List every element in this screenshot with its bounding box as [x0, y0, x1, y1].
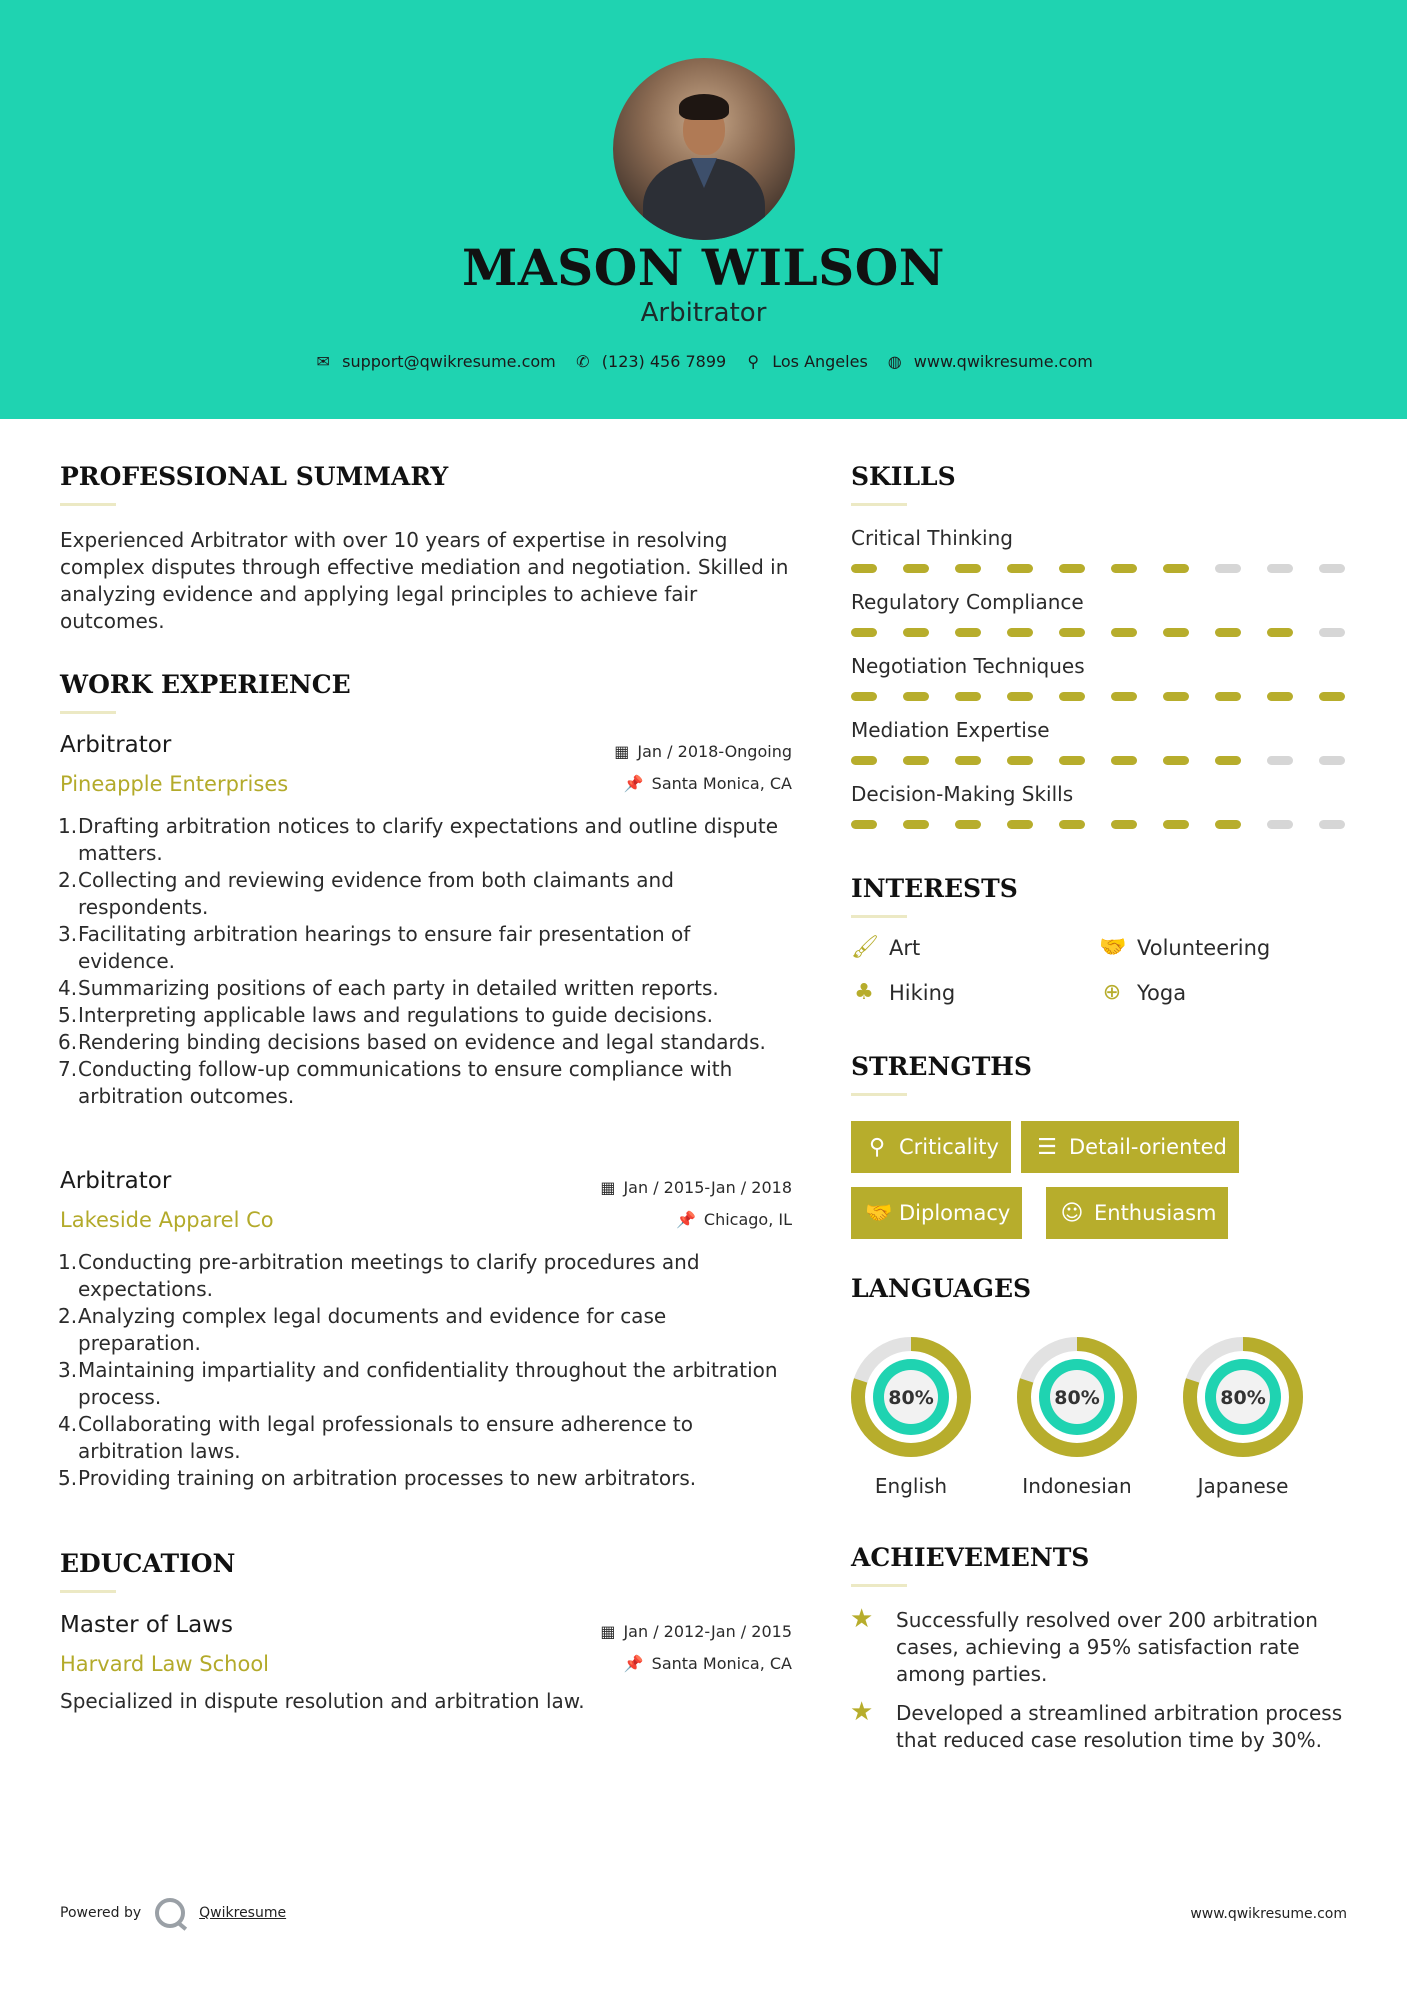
skill-level-dot	[1267, 820, 1293, 829]
skill-level-dot	[1007, 564, 1033, 573]
list-item: 5. Interpreting applicable laws and regulations to guide decisions.	[58, 1003, 714, 1027]
star-icon: ★	[850, 1697, 874, 1727]
job-title: Arbitrator	[60, 1168, 172, 1194]
job-duties	[60, 813, 792, 1110]
section-divider	[851, 503, 907, 506]
skill-level-dot	[1163, 628, 1189, 637]
list-item: 2. Collecting and reviewing evidence from both claimants and respondents.	[58, 868, 674, 919]
pin-icon: 📌	[675, 1210, 696, 1229]
handshake-icon: 🤝	[1099, 935, 1127, 960]
skill-level-dot	[1215, 756, 1241, 765]
skill-level-dot	[1059, 756, 1085, 765]
globe-icon: ◍	[887, 352, 902, 371]
language-name: Indonesian	[1022, 1474, 1132, 1498]
pin-icon: 📌	[623, 1654, 644, 1673]
calendar-icon: ▦	[600, 1178, 616, 1197]
star-icon: ★	[850, 1604, 874, 1634]
skill-level-bar	[851, 628, 1345, 637]
profile-photo	[613, 58, 795, 240]
school-name: Harvard Law School	[60, 1652, 269, 1676]
qwikresume-logo-icon	[155, 1898, 185, 1928]
skill-level-bar	[851, 820, 1345, 829]
skill-level-dot	[1111, 756, 1137, 765]
skill-level-dot	[1319, 692, 1345, 701]
list-item: 1. Drafting arbitration notices to clarify expectations and outline dispute matters.	[58, 814, 779, 865]
skill-level-dot	[1215, 820, 1241, 829]
strength-enthusiasm: ☺ Enthusiasm	[1046, 1187, 1228, 1239]
skill-level-dot	[955, 756, 981, 765]
handshake-icon: 🤝	[865, 1200, 893, 1226]
envelope-icon: ✉	[316, 352, 330, 371]
job-title: Arbitrator	[60, 732, 172, 758]
resume-header	[0, 0, 1407, 419]
strength-diplomacy: 🤝 Diplomacy	[851, 1187, 1022, 1239]
skill-level-dot	[955, 564, 981, 573]
contact-email[interactable]: ✉ support@qwikresume.com	[314, 352, 556, 371]
skill-level-dot	[1111, 692, 1137, 701]
skill-level-bar	[851, 692, 1345, 701]
strength-detail-oriented: ☰ Detail-oriented	[1021, 1121, 1239, 1173]
skill-level-dot	[1215, 628, 1241, 637]
job-location: 📌 Chicago, IL	[675, 1210, 792, 1229]
list-item: 3. Maintaining impartiality and confidentiality throughout the arbitration process.	[58, 1358, 778, 1409]
skill-level-dot	[1007, 820, 1033, 829]
contact-phone[interactable]: ✆ (123) 456 7899	[574, 352, 726, 371]
skill-level-dot	[955, 628, 981, 637]
skill-name: Negotiation Techniques	[851, 654, 1085, 678]
summary-heading: PROFESSIONAL SUMMARY	[60, 462, 449, 491]
language-item	[850, 1336, 972, 1498]
skill-name: Regulatory Compliance	[851, 590, 1084, 614]
company-name: Pineapple Enterprises	[60, 772, 289, 796]
lifebuoy-icon: ⊕	[1102, 980, 1122, 1005]
skills-heading: SKILLS	[851, 462, 956, 491]
skill-name: Mediation Expertise	[851, 718, 1050, 742]
skill-name: Critical Thinking	[851, 526, 1013, 550]
list-item: 1. Conducting pre-arbitration meetings to clarify procedures and expectations.	[58, 1250, 700, 1301]
candidate-name: MASON WILSON	[462, 238, 945, 297]
candidate-title: Arbitrator	[640, 298, 767, 328]
job-date: ▦ Jan / 2018-Ongoing	[614, 742, 792, 761]
work-heading: WORK EXPERIENCE	[60, 670, 351, 699]
skill-level-dot	[1059, 820, 1085, 829]
education-date: ▦ Jan / 2012-Jan / 2015	[600, 1622, 792, 1641]
skill-level-dot	[903, 820, 929, 829]
degree-title: Master of Laws	[60, 1612, 234, 1638]
language-ring	[850, 1336, 972, 1458]
tree-icon: ♣	[854, 980, 874, 1005]
section-divider	[851, 915, 907, 918]
skill-level-dot	[1215, 564, 1241, 573]
skill-level-dot	[1319, 628, 1345, 637]
skill-level-dot	[1059, 628, 1085, 637]
skill-level-dot	[1163, 692, 1189, 701]
languages-heading: LANGUAGES	[851, 1274, 1032, 1303]
skill-level-dot	[1163, 820, 1189, 829]
skill-level-dot	[851, 756, 877, 765]
skill-level-dot	[903, 692, 929, 701]
skill-level-dot	[1319, 756, 1345, 765]
job-entry	[60, 730, 792, 1130]
job-duties	[60, 1249, 792, 1492]
language-name: English	[874, 1474, 948, 1498]
skill-level-dot	[903, 564, 929, 573]
skill-level-dot	[955, 692, 981, 701]
skill-name: Decision-Making Skills	[851, 782, 1074, 806]
language-item	[1016, 1336, 1138, 1498]
skill-level-dot	[1319, 564, 1345, 573]
skill-level-dot	[851, 692, 877, 701]
skill-level-dot	[1319, 820, 1345, 829]
section-divider	[60, 503, 116, 506]
paintbrush-icon: 🖌	[851, 935, 879, 960]
contact-bar	[0, 352, 1407, 371]
list-item: 2. Analyzing complex legal documents and evidence for case preparation.	[58, 1304, 667, 1355]
job-location: 📌 Santa Monica, CA	[623, 774, 792, 793]
language-ring	[1016, 1336, 1138, 1458]
job-date: ▦ Jan / 2015-Jan / 2018	[600, 1178, 792, 1197]
skill-level-dot	[1111, 820, 1137, 829]
skill-level-dot	[851, 628, 877, 637]
language-ring	[1182, 1336, 1304, 1458]
list-item: 6. Rendering binding decisions based on evidence and legal standards.	[58, 1030, 766, 1054]
skill-level-dot	[1267, 564, 1293, 573]
qwikresume-link[interactable]: Qwikresume	[199, 1905, 287, 1921]
skill-level-dot	[1111, 628, 1137, 637]
search-icon: ⚲	[868, 1134, 886, 1160]
footer-powered-by: Powered by Qwikresume	[60, 1898, 286, 1928]
list-item: 4. Summarizing positions of each party in detailed written reports.	[58, 976, 719, 1000]
skill-level-dot	[1163, 756, 1189, 765]
list-item: 7. Conducting follow-up communications to ensure compliance with arbitration outcomes.	[58, 1057, 733, 1108]
skill-level-dot	[1215, 692, 1241, 701]
skill-level-dot	[1267, 692, 1293, 701]
language-percent: 80%	[1220, 1387, 1266, 1409]
skill-level-dot	[1007, 692, 1033, 701]
contact-website[interactable]: ◍ www.qwikresume.com	[886, 352, 1093, 371]
section-divider	[851, 1584, 907, 1587]
skill-level-dot	[1007, 756, 1033, 765]
strengths-heading: STRENGTHS	[851, 1052, 1032, 1081]
skill-level-dot	[851, 564, 877, 573]
skill-level-dot	[1111, 564, 1137, 573]
strength-criticality: ⚲ Criticality	[851, 1121, 1011, 1173]
interest-art: 🖌 Art	[851, 935, 921, 960]
phone-icon: ✆	[576, 352, 590, 371]
skill-level-dot	[851, 820, 877, 829]
interest-hiking: ♣ Hiking	[851, 980, 955, 1005]
education-text: Specialized in dispute resolution and arbitration law.	[60, 1689, 585, 1713]
section-divider	[60, 1590, 116, 1593]
interest-volunteering: 🤝 Volunteering	[1099, 935, 1271, 960]
skill-level-dot	[1163, 564, 1189, 573]
map-pin-icon: ⚲	[747, 352, 760, 371]
company-name: Lakeside Apparel Co	[60, 1208, 274, 1232]
list-item: 3. Facilitating arbitration hearings to ensure fair presentation of evidence.	[58, 922, 691, 973]
calendar-icon: ▦	[600, 1622, 616, 1641]
job-entry	[60, 1166, 792, 1506]
footer-url[interactable]: www.qwikresume.com	[1190, 1906, 1347, 1922]
interest-yoga: ⊕ Yoga	[1099, 980, 1186, 1005]
skill-level-dot	[903, 756, 929, 765]
education-location: 📌 Santa Monica, CA	[623, 1654, 792, 1673]
smile-icon: ☺	[1060, 1200, 1084, 1226]
skill-level-dot	[903, 628, 929, 637]
skill-level-dot	[955, 820, 981, 829]
language-name: Japanese	[1197, 1474, 1289, 1498]
pin-icon: 📌	[623, 774, 644, 793]
skill-level-dot	[1007, 628, 1033, 637]
language-percent: 80%	[1054, 1387, 1100, 1409]
list-icon: ☰	[1037, 1134, 1057, 1160]
list-item: 4. Collaborating with legal professionals to ensure adherence to arbitration laws.	[58, 1412, 693, 1463]
education-heading: EDUCATION	[60, 1549, 236, 1578]
achievement-item: Developed a streamlined arbitration process that reduced case resolution time by 30%.	[896, 1701, 1343, 1752]
education-entry	[60, 1610, 792, 1720]
skill-level-dot	[1059, 564, 1085, 573]
calendar-icon: ▦	[614, 742, 630, 761]
language-percent: 80%	[888, 1387, 934, 1409]
skill-level-bar	[851, 564, 1345, 573]
achievement-item: Successfully resolved over 200 arbitration cases, achieving a 95% satisfaction rate among parties.	[896, 1608, 1318, 1686]
skill-level-dot	[1059, 692, 1085, 701]
list-item: 5. Providing training on arbitration processes to new arbitrators.	[58, 1466, 697, 1490]
summary-text: Experienced Arbitrator with over 10 years of expertise in resolving complex disputes through effective mediation and negotiation. Skilled in analyzing evidence and applying legal principles to achieve fair outcomes.	[60, 528, 789, 633]
contact-location: ⚲ Los Angeles	[744, 352, 868, 371]
achievements-heading: ACHIEVEMENTS	[851, 1543, 1090, 1572]
interests-heading: INTERESTS	[851, 874, 1018, 903]
skill-level-bar	[851, 756, 1345, 765]
skill-level-dot	[1267, 756, 1293, 765]
section-divider	[60, 711, 116, 714]
language-item	[1182, 1336, 1304, 1498]
section-divider	[851, 1093, 907, 1096]
skill-level-dot	[1267, 628, 1293, 637]
